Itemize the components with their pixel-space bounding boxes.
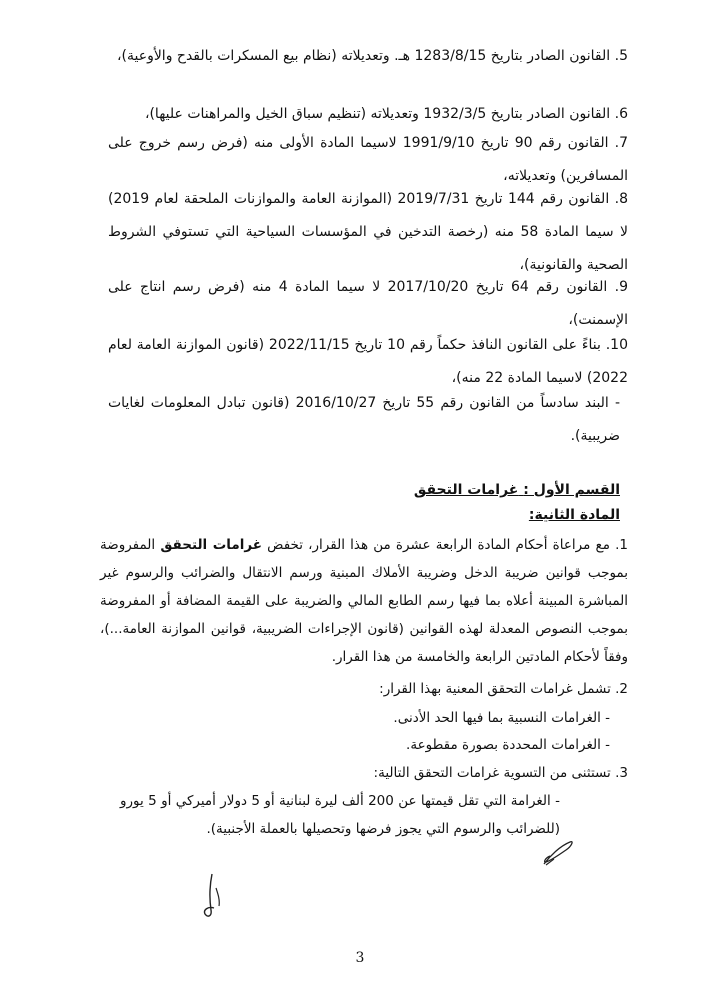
section-heading: [414, 478, 620, 502]
clause-six-item: - البند سادساً من القانون رقم 55 تاريخ 2016/10/27 (قانون تبادل المعلومات لغايات ضريبية).: [108, 395, 620, 444]
law-item-9: 9. القانون رقم 64 تاريخ 2017/10/20 لا سيما المادة 4 منه (فرض رسم انتاج على الإسمنت)،: [108, 279, 628, 328]
paragraph-3-bullet-1: - الغرامة التي تقل قيمتها عن 200 ألف ليرة لبنانية أو 5 دولار أميركي أو 5 يورو (للضرائب والرسوم التي يجوز فرضها وتحصيلها بالعملة الأجنبية).: [120, 793, 561, 837]
law-item-6: 6. القانون الصادر بتاريخ 1932/3/5 وتعديلاته (تنظيم سباق الخيل والمراهنات عليها)،: [144, 106, 628, 122]
handwritten-signature: [200, 870, 228, 920]
law-item-10: 10. بناءً على القانون النافذ حكماً رقم 10 تاريخ 2022/11/15 (قانون الموازنة العامة لعام 2022) لاسيما المادة 22 منه)،: [108, 337, 628, 386]
paragraph-2-bullet-1: - الغرامات النسبية بما فيها الحد الأدنى.: [393, 710, 610, 726]
paragraph-2-bullet-2: - الغرامات المحددة بصورة مقطوعة.: [406, 737, 610, 753]
law-item-5: 5. القانون الصادر بتاريخ 1283/8/15 هـ. وتعديلاته (نظام بيع المسكرات بالقدح والأوعية)،: [117, 48, 628, 64]
article-paragraph-1: [100, 531, 628, 671]
law-item-7: 7. القانون رقم 90 تاريخ 1991/9/10 لاسيما المادة الأولى منه (فرض رسم خروج على المسافرين) وتعديلاته،: [108, 135, 628, 184]
law-item-8: 8. القانون رقم 144 تاريخ 2019/7/31 (الموازنة العامة والموازنات الملحقة لعام 2019) لا سيما المادة 58 منه (رخصة التدخين في المؤسسات السياحية التي تستوفي الشروط الصحية والقانونية)،: [108, 191, 629, 273]
handwritten-initial-mark: [540, 838, 576, 868]
paragraph-1-end: المفروضة بموجب قوانين ضريبة الدخل وضريبة الأملاك المبنية ورسم الانتقال والضرائب والرسوم غير المباشرة المبينة أعلاه بما فيها رسم الطابع المالي والضريبة على القيمة المضافة أو المفروضة بموجب النصوص المعدلة لهذه القوانين (قانون الإجراءات الضريبية، قوانين الموازنة العامة...)، وفقاً لأحكام المادتين الرابعة والخامسة من هذا القرار.: [100, 537, 628, 665]
page-number: 3: [355, 950, 365, 966]
section-title: غرامات التحقق: [413, 482, 519, 498]
article-paragraph-2: 2. تشمل غرامات التحقق المعنية بهذا القرار:: [379, 681, 628, 697]
paragraph-1-bold-term: غرامات التحقق: [160, 537, 262, 553]
paragraph-1-start: 1. مع مراعاة أحكام المادة الرابعة عشرة من هذا القرار، تخفض: [262, 537, 628, 553]
article-title: المادة الثانية:: [528, 507, 620, 523]
article-paragraph-3: 3. تستثنى من التسوية غرامات التحقق التالية:: [373, 765, 628, 781]
section-label: القسم الأول :: [523, 482, 620, 498]
